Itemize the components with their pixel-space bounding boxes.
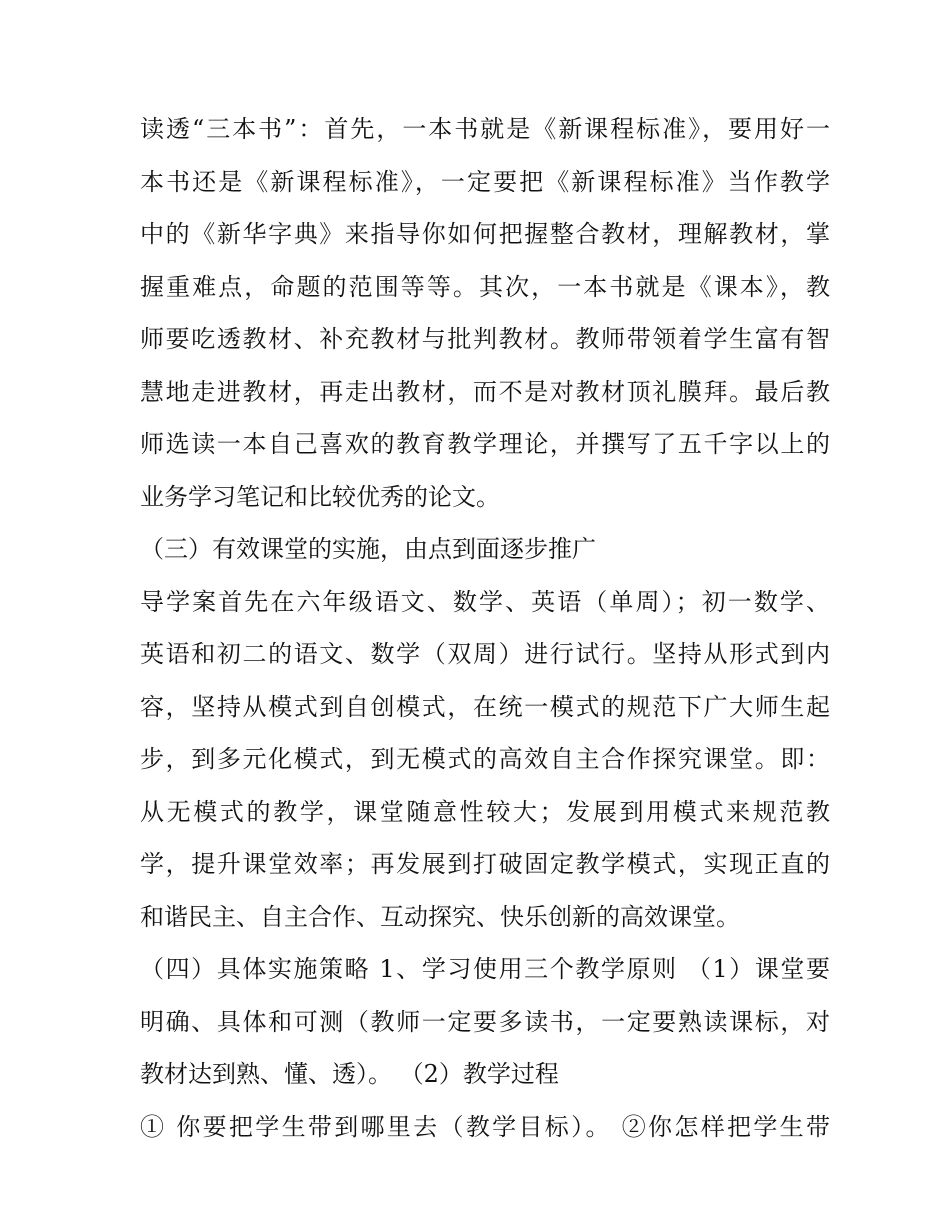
text-line: 业务学习笔记和比较优秀的论文。 xyxy=(140,482,500,511)
section-heading: （三）有效课堂的实施，由点到面逐步推广 xyxy=(140,535,596,563)
text-line: 握重难点，命题的范围等等。其次，一本书就是《课本》，教 xyxy=(140,272,830,301)
section-heading: （四）具体实施策略 1、学习使用三个教学原则 （1）课堂要 xyxy=(140,955,830,983)
text-line: 从无模式的教学，课堂随意性较大；发展到用模式来规范教 xyxy=(140,797,830,826)
text-line: 步，到多元化模式，到无模式的高效自主合作探究课堂。即： xyxy=(140,745,830,773)
text-line: 师要吃透教材、补充教材与批判教材。教师带领着学生富有智 xyxy=(140,325,830,353)
text-line: ① 你要把学生带到哪里去（教学目标）。 ②你怎样把学生带 xyxy=(140,1112,830,1141)
text-line: 师选读一本自己喜欢的教育教学理论，并撰写了五千字以上的 xyxy=(140,430,830,458)
text-line: 容，坚持从模式到自创模式，在统一模式的规范下广大师生起 xyxy=(140,692,830,721)
text-line: 学，提升课堂效率；再发展到打破固定教学模式，实现正直的 xyxy=(140,850,830,878)
text-line: 读透“三本书”：首先，一本书就是《新课程标准》，要用好一 xyxy=(140,115,830,143)
text-line: 慧地走进教材，再走出教材，而不是对教材顶礼膜拜。最后教 xyxy=(140,377,830,406)
body-text xyxy=(140,103,830,1153)
text-line: 明确、具体和可测（教师一定要多读书，一定要熟读课标，对 xyxy=(140,1007,830,1036)
text-line: 本书还是《新课程标准》，一定要把《新课程标准》当作教学 xyxy=(140,167,830,196)
text-line: 英语和初二的语文、数学（双周）进行试行。坚持从形式到内 xyxy=(140,640,830,668)
text-line: 和谐民主、自主合作、互动探究、快乐创新的高效课堂。 xyxy=(140,902,740,931)
text-line: 中的《新华字典》来指导你如何把握整合教材，理解教材，掌 xyxy=(140,220,830,248)
text-line: 教材达到熟、懂、透）。 （2）教学过程 xyxy=(140,1060,559,1088)
text-line: 导学案首先在六年级语文、数学、英语（单周）；初一数学、 xyxy=(140,587,830,616)
